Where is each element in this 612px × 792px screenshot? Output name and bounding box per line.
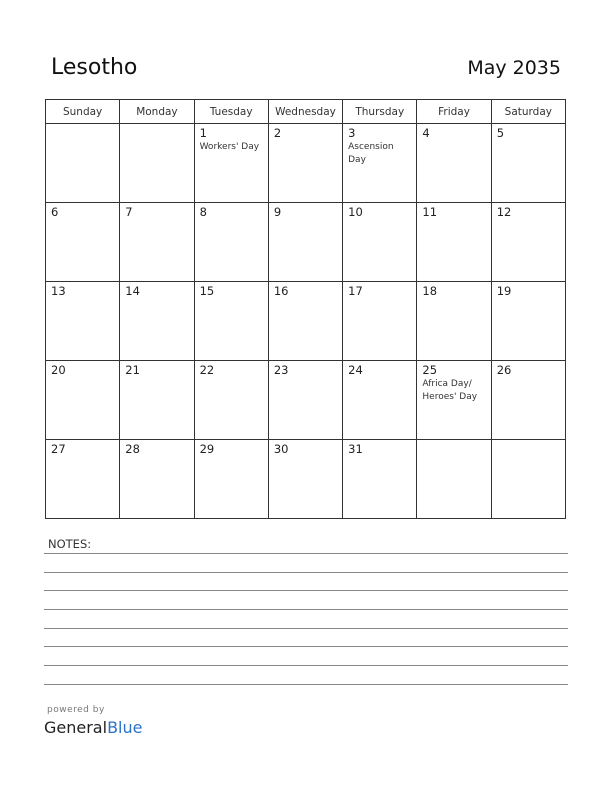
notes-line bbox=[44, 553, 568, 554]
day-cell bbox=[491, 203, 565, 282]
notes-line bbox=[44, 684, 568, 685]
notes-line bbox=[44, 609, 568, 610]
week-row bbox=[46, 440, 566, 519]
day-number: 24 bbox=[348, 363, 363, 377]
week-row bbox=[46, 361, 566, 440]
day-cell bbox=[120, 203, 194, 282]
day-number: 1 bbox=[199, 126, 207, 140]
day-cell bbox=[194, 440, 268, 519]
day-cell bbox=[417, 361, 491, 440]
country-title: Lesotho bbox=[51, 55, 138, 80]
month-year-title: May 2035 bbox=[467, 57, 561, 79]
day-number: 4 bbox=[422, 126, 430, 140]
day-number: 29 bbox=[199, 442, 215, 456]
weekday-header: Wednesday bbox=[268, 100, 342, 124]
day-cell bbox=[46, 282, 120, 361]
day-number: 5 bbox=[496, 126, 505, 140]
day-cell bbox=[491, 124, 565, 203]
day-cell bbox=[46, 124, 120, 203]
day-number: 20 bbox=[51, 363, 66, 377]
day-number: 21 bbox=[125, 363, 140, 377]
notes-line bbox=[44, 665, 568, 666]
day-number: 19 bbox=[496, 284, 512, 298]
day-number: 30 bbox=[273, 442, 289, 456]
day-number: 6 bbox=[51, 205, 59, 219]
holiday-label: Ascension Day bbox=[348, 142, 394, 165]
weekday-header-row bbox=[46, 100, 566, 124]
day-cell bbox=[268, 440, 342, 519]
day-number: 31 bbox=[348, 442, 363, 456]
week-row bbox=[46, 282, 566, 361]
generalblue-logo[interactable] bbox=[44, 718, 142, 737]
day-number: 3 bbox=[348, 126, 356, 140]
weekday-header: Friday bbox=[417, 100, 491, 124]
day-cell bbox=[417, 282, 491, 361]
day-number: 13 bbox=[51, 284, 66, 298]
day-number: 17 bbox=[348, 284, 363, 298]
day-number: 28 bbox=[125, 442, 140, 456]
brand-general-text: General bbox=[44, 718, 108, 737]
day-cell bbox=[268, 282, 342, 361]
day-number: 27 bbox=[51, 442, 66, 456]
day-number: 16 bbox=[273, 284, 289, 298]
day-number: 18 bbox=[422, 284, 438, 298]
weekday-header: Sunday bbox=[46, 100, 120, 124]
week-row bbox=[46, 203, 566, 282]
day-cell bbox=[417, 440, 491, 519]
weekday-header: Saturday bbox=[491, 100, 565, 124]
weekday-header: Tuesday bbox=[194, 100, 268, 124]
notes-line bbox=[44, 646, 568, 647]
day-cell bbox=[343, 282, 417, 361]
day-cell bbox=[268, 124, 342, 203]
day-number: 7 bbox=[125, 205, 133, 219]
day-cell bbox=[268, 361, 342, 440]
day-number: 8 bbox=[199, 205, 207, 219]
day-number: 11 bbox=[422, 205, 438, 219]
day-cell bbox=[343, 203, 417, 282]
day-number: 22 bbox=[199, 363, 215, 377]
notes-line bbox=[44, 628, 568, 629]
day-number: 10 bbox=[348, 205, 363, 219]
day-number: 25 bbox=[422, 363, 438, 377]
day-number: 26 bbox=[496, 363, 512, 377]
weekday-header: Thursday bbox=[343, 100, 417, 124]
day-number: 9 bbox=[273, 205, 282, 219]
day-cell bbox=[491, 361, 565, 440]
day-number: 23 bbox=[273, 363, 289, 377]
day-cell bbox=[120, 440, 194, 519]
day-cell bbox=[46, 361, 120, 440]
day-cell bbox=[46, 203, 120, 282]
calendar-grid bbox=[45, 99, 566, 519]
holiday-label: Workers' Day bbox=[199, 142, 260, 152]
day-number: 12 bbox=[496, 205, 512, 219]
day-cell bbox=[120, 361, 194, 440]
weekday-header: Monday bbox=[120, 100, 194, 124]
day-cell bbox=[343, 124, 417, 203]
day-cell bbox=[417, 124, 491, 203]
day-cell bbox=[194, 124, 268, 203]
holiday-label: Africa Day/ Heroes' Day bbox=[422, 379, 478, 402]
day-number: 14 bbox=[125, 284, 140, 298]
notes-line bbox=[44, 590, 568, 591]
day-cell bbox=[120, 282, 194, 361]
notes-line bbox=[44, 572, 568, 573]
day-cell bbox=[194, 203, 268, 282]
day-number: 2 bbox=[273, 126, 282, 140]
day-cell bbox=[417, 203, 491, 282]
day-cell bbox=[120, 124, 194, 203]
week-row bbox=[46, 124, 566, 203]
day-cell bbox=[343, 440, 417, 519]
powered-by-text: powered by bbox=[47, 705, 105, 715]
day-cell bbox=[194, 361, 268, 440]
day-cell bbox=[194, 282, 268, 361]
notes-label: NOTES: bbox=[48, 537, 92, 551]
day-cell bbox=[491, 282, 565, 361]
brand-blue-text: Blue bbox=[107, 718, 143, 737]
day-cell bbox=[343, 361, 417, 440]
day-cell bbox=[491, 440, 565, 519]
day-cell bbox=[46, 440, 120, 519]
day-number: 15 bbox=[199, 284, 215, 298]
day-cell bbox=[268, 203, 342, 282]
